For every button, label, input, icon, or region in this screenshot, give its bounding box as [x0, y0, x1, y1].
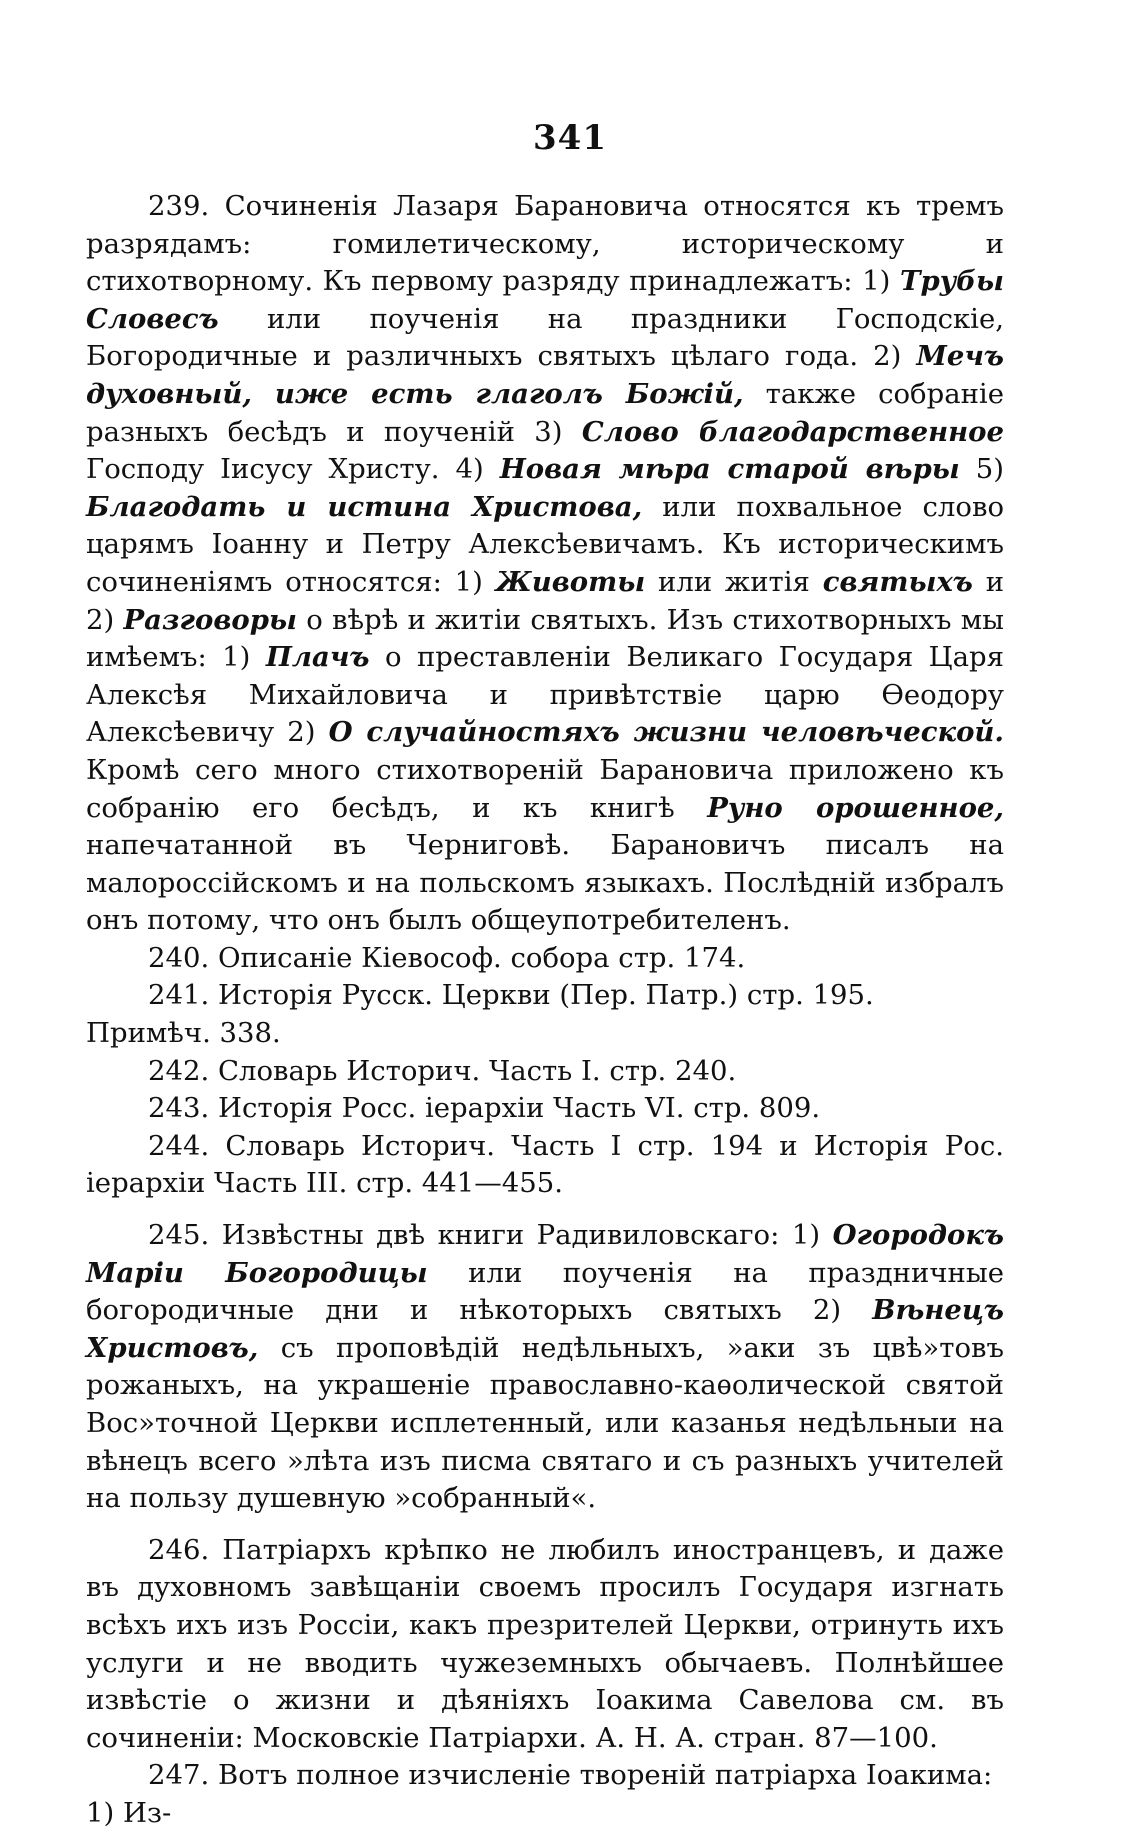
note-number: 240. [148, 941, 210, 974]
note-240 [86, 940, 1004, 978]
note-text: или житія [658, 565, 810, 598]
note-244 [86, 1128, 1004, 1203]
note-text: Описаніе Кіевософ. собора стр. 174. [217, 941, 746, 974]
note-text: о преставленіи Великаго Государя Царя Алексѣя Михайловича и привѣтствіе царю Ѳеодору Алексѣевичу 2) [86, 641, 1005, 749]
note-number: 244. [148, 1129, 210, 1162]
note-text: или похвальное слово царямъ Іоанну и Петру Алексѣевичамъ. Къ историческимъ сочиненіямъ относятся: 1) [86, 490, 1004, 598]
book-title: Благодать и истина Христова, [86, 490, 643, 523]
note-text: Сочиненія Лазаря Барановича относятся къ тремъ разрядамъ: гомилетическому, историческому и стихотворному. Къ первому разряду принадлежатъ: 1) [86, 190, 1004, 298]
note-text: 5) [975, 453, 1004, 486]
book-title: Новая мѣра старой вѣры [499, 453, 960, 486]
note-text: Исторія Русск. Церкви (Пер. Патр.) стр. 195. Примѣч. 338. [86, 979, 874, 1050]
note-239 [86, 188, 1004, 940]
book-title: Слово благодарственное [581, 415, 1004, 448]
page-body [86, 188, 1004, 1833]
note-241 [86, 977, 1004, 1052]
note-text: Кромѣ сего много стихотвореній Барановича приложено къ собранію его бесѣдъ, и къ книгѣ [86, 753, 1004, 824]
note-text: и 2) [86, 565, 1005, 636]
note-text: Исторія Росс. іерархіи Часть VI. стр. 809. [217, 1092, 821, 1125]
book-title: Трубы Словесъ [86, 265, 1004, 335]
note-246 [86, 1532, 1004, 1758]
note-number: 242. [148, 1054, 210, 1087]
page-number: 341 [533, 118, 607, 158]
note-247 [86, 1757, 1004, 1832]
note-242 [86, 1053, 1004, 1091]
book-title: Огородокъ Маріи Богородицы [86, 1219, 1004, 1289]
book-title: Плачъ [265, 641, 370, 674]
book-title: Разговоры [123, 603, 297, 636]
note-text: или поученія на праздники Господскіе, Богородичные и различныхъ святыхъ цѣлаго года. 2) [86, 302, 1004, 373]
book-title: Руно орошенное, [707, 791, 1004, 824]
note-text: о вѣрѣ и житіи святыхъ. Изъ стихотворныхъ мы имѣемъ: 1) [86, 603, 1004, 674]
note-text: также собраніе разныхъ бесѣдъ и поученій 3) [86, 377, 1004, 448]
note-text: Вотъ полное изчисленіе твореній патріарха Іоакима: 1) Из- [86, 1759, 993, 1829]
note-text: Словарь Историч. Часть I стр. 194 и Исторія Рос. іерархіи Часть III. стр. 441—455. [86, 1129, 1004, 1200]
note-text: напечатанной въ Черниговѣ. Барановичъ писалъ на малороссійскомъ и на польскомъ языкахъ. Послѣдній избралъ онъ потому, что онъ былъ общеупотребителенъ. [86, 829, 1004, 937]
note-number: 239. [148, 190, 210, 222]
book-title: Вѣнецъ Христовъ, [86, 1294, 1004, 1364]
note-text: Словарь Историч. Часть I. стр. 240. [217, 1054, 737, 1087]
note-number: 246. [148, 1533, 210, 1566]
note-text: Патріархъ крѣпко не любилъ иностранцевъ, и даже въ духовномъ завѣщаніи своемъ просилъ Государя изгнать всѣхъ ихъ изъ Россіи, какъ презрителей Церкви, отринуть ихъ услуги и не вводить чужеземныхъ обычаевъ. Полнѣйшее извѣстіе о жизни и дѣяніяхъ Іоакима Савелова см. въ сочиненіи: Московскіе Патріархи. А. Н. А. стран. 87—100. [86, 1533, 1004, 1754]
note-number: 245. [148, 1219, 210, 1252]
note-245 [86, 1217, 1004, 1518]
note-number: 247. [148, 1759, 210, 1792]
book-title: святыхъ [822, 565, 973, 598]
book-title: Мечъ духовный, иже есть глаголъ Божій, [86, 340, 1004, 410]
note-text: Господу Іисусу Христу. 4) [86, 453, 484, 486]
note-text: съ проповѣдій недѣльныхъ, »аки зъ цвѣ»товъ рожаныхъ, на украшеніе православно-каѳолической святой Вос»точной Церкви исплетенный, или казанья недѣльныи на вѣнецъ всего »лѣта изъ писма святаго и съ разныхъ учителей на пользу душевную »собранный«. [86, 1331, 1004, 1515]
note-243 [86, 1090, 1004, 1128]
note-text: или поученія на праздничные богородичные дни и нѣкоторыхъ святыхъ 2) [86, 1256, 1004, 1327]
book-title: Животы [495, 565, 646, 598]
book-title: О случайностяхъ жизни человѣческой. [328, 716, 1004, 749]
note-text: Извѣстны двѣ книги Радивиловскаго: 1) [221, 1219, 821, 1252]
note-number: 241. [148, 979, 210, 1012]
note-number: 243. [148, 1092, 210, 1125]
